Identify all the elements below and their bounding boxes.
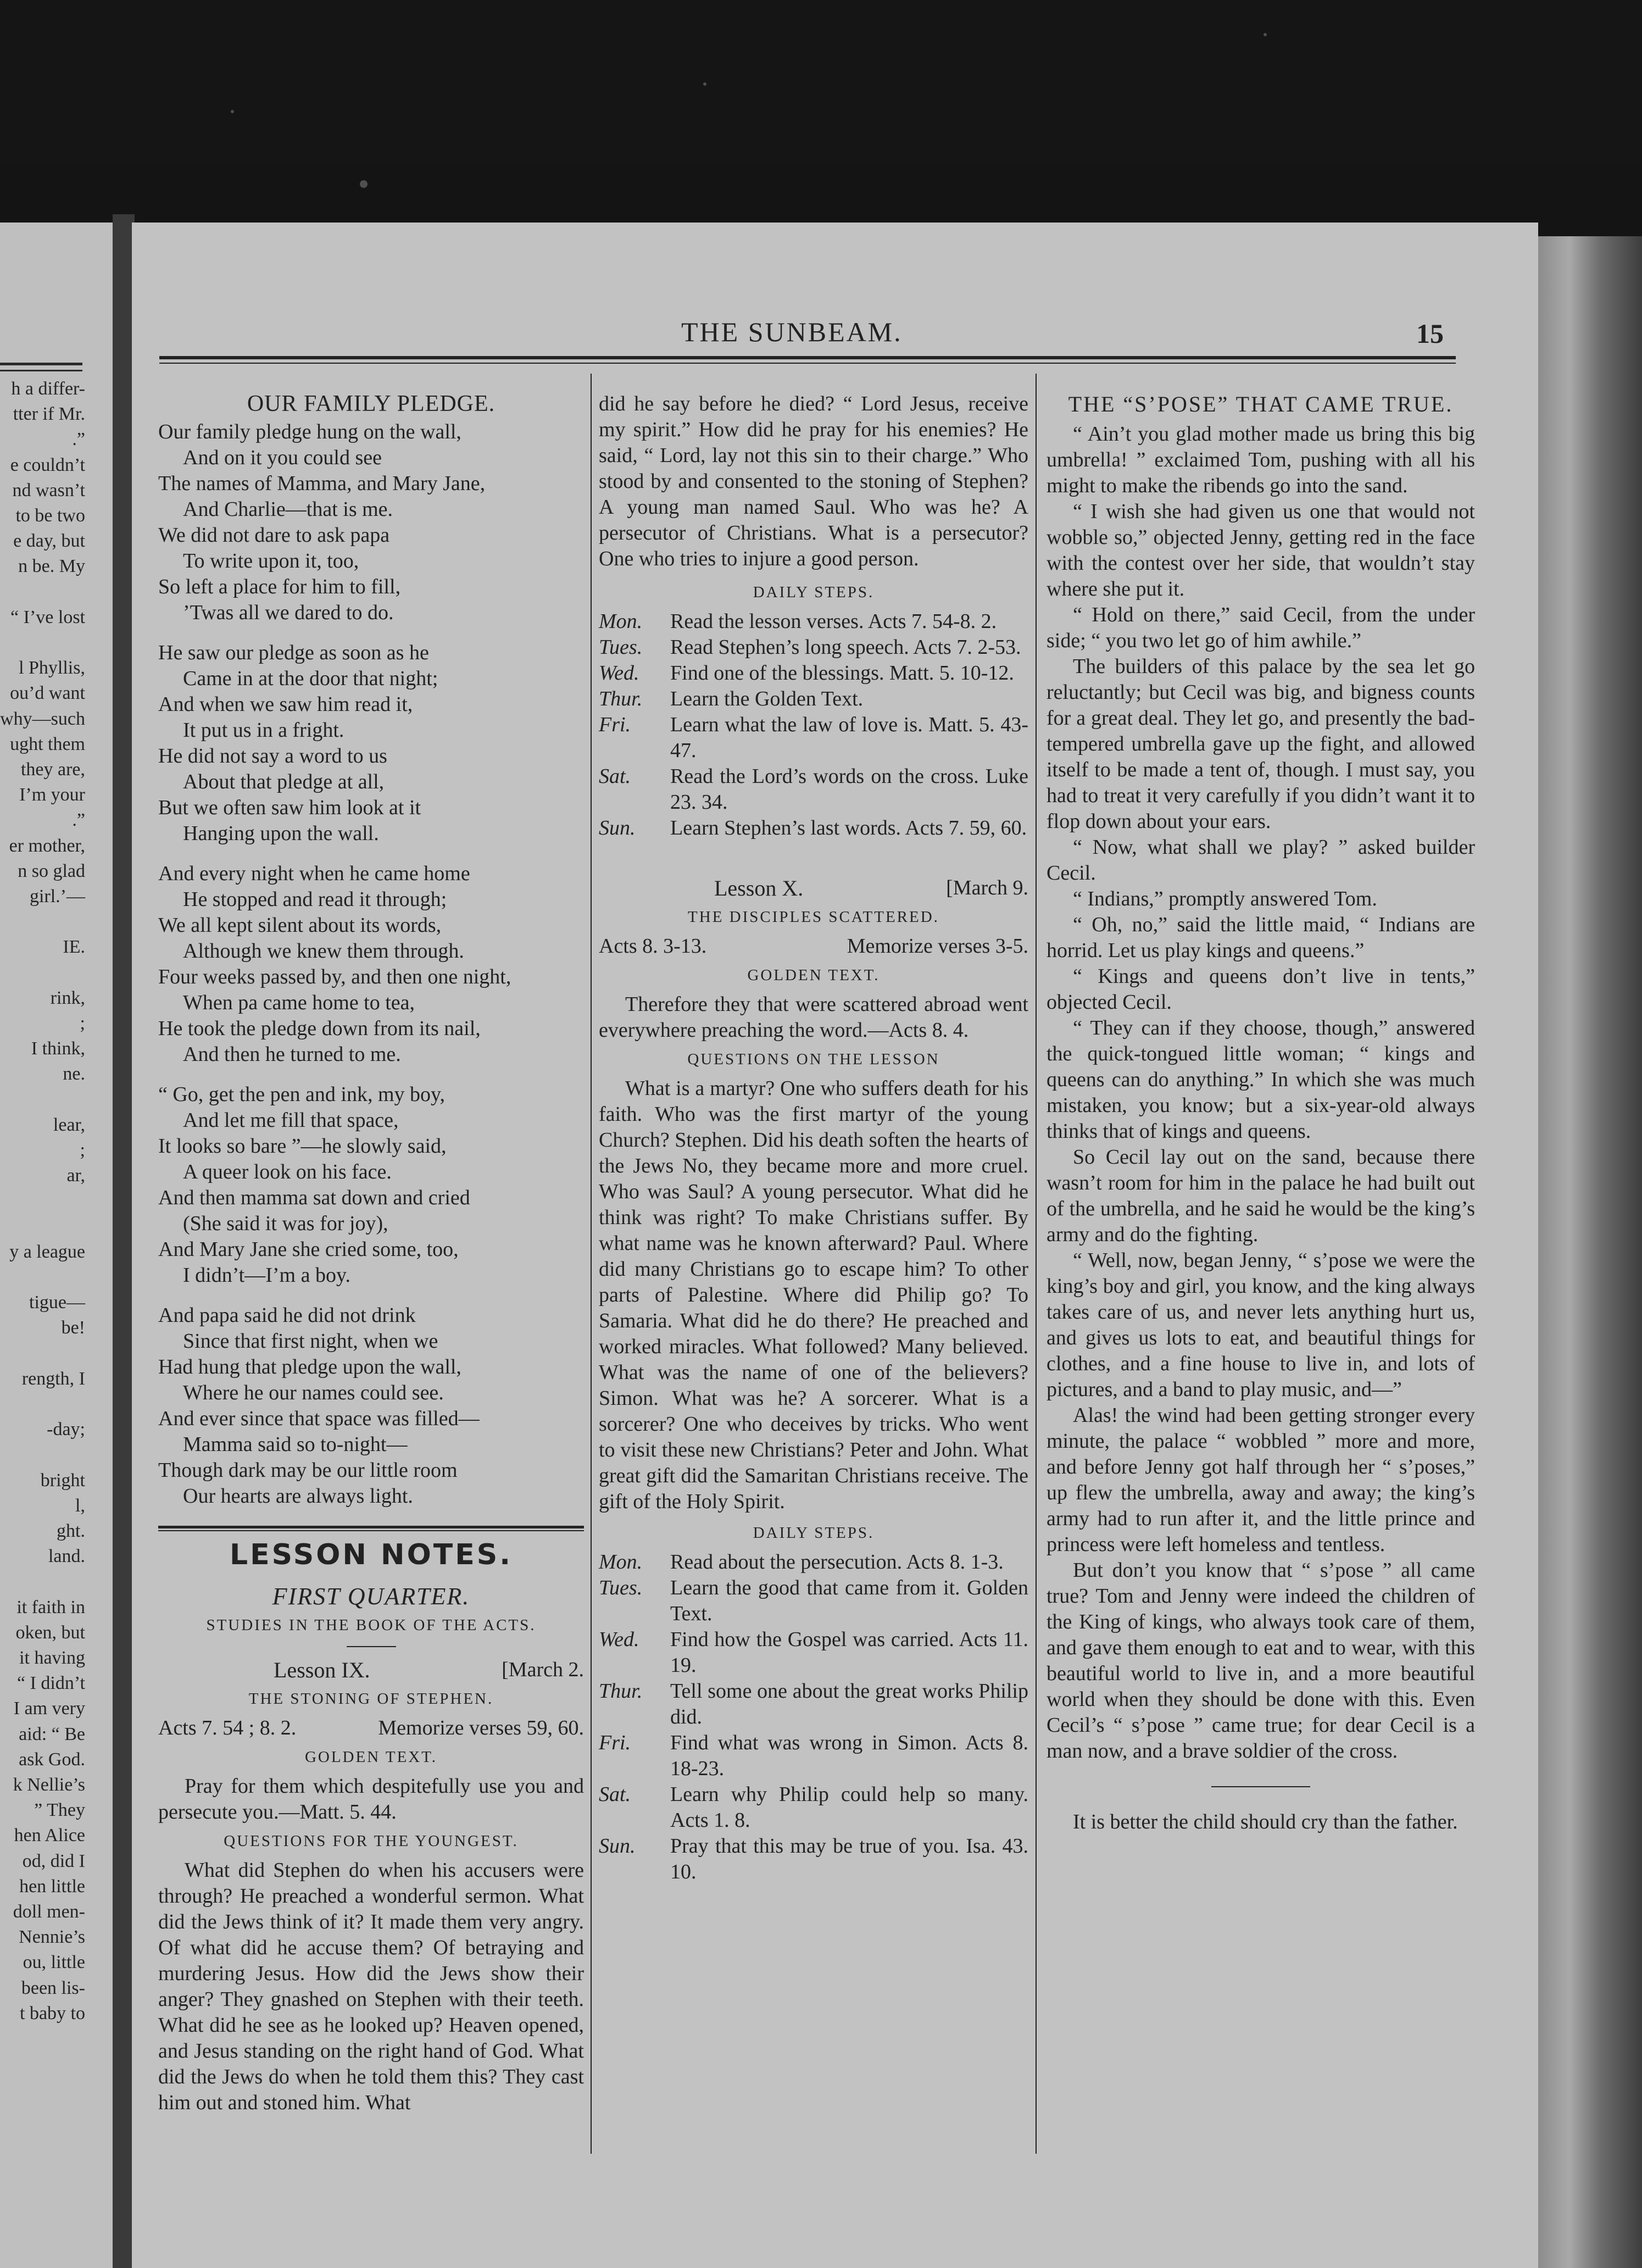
previous-page-line: ught them <box>10 733 85 754</box>
poem-line: It looks so bare ”—he slowly said, <box>158 1135 447 1158</box>
poem-line: Where he our names could see. <box>183 1381 444 1404</box>
previous-page-line: “ I’ve lost <box>10 607 85 627</box>
daily-step <box>599 660 1028 686</box>
lesson-10-line <box>599 875 1028 901</box>
previous-page-line: e couldn’t <box>10 454 85 475</box>
daily-step <box>599 1627 1028 1678</box>
daily-step-day: Tues. <box>599 636 643 659</box>
previous-page-line: IE. <box>63 937 85 958</box>
lesson-9-reference: Acts 7. 54 ; 8. 2. <box>158 1716 297 1739</box>
poem-line: Mamma said so to-night— <box>183 1433 408 1456</box>
lesson-9-questions-continued: did he say before he died? “ Lord Jesus, receive my spirit.” How did he pray for his enemies? He said, “ Lord, lay not this sin to their charge.” Who stood by and consented to the stoning of Stephen? A young man named Saul. Who was he? A persecutor of Christians. What is a persecutor? One who tries to injure a good person. <box>599 392 1028 570</box>
previous-page-line: why—such <box>0 708 85 729</box>
poem-line: “ Go, get the pen and ink, my boy, <box>158 1083 446 1106</box>
previous-page-line: ght. <box>57 1521 85 1541</box>
story-paragraph: “ Kings and queens don’t live in tents,” objected Cecil. <box>1047 965 1475 1014</box>
daily-step-text: Read the Lord’s words on the cross. Luke 23. 34. <box>670 765 1028 814</box>
lesson-9-reference-line <box>158 1715 584 1741</box>
previous-page-line: -day; <box>47 1419 85 1440</box>
poem-line: A queer look on his face. <box>183 1160 392 1183</box>
poem-line: And Mary Jane she cried some, too, <box>158 1238 459 1261</box>
lesson-9-title: THE STONING OF STEPHEN. <box>248 1690 494 1708</box>
column-right <box>1047 391 1475 1835</box>
poem-line: And ever since that space was filled— <box>158 1407 480 1430</box>
poem-line: And let me fill that space, <box>183 1109 399 1132</box>
poem-line: We all kept silent about its words, <box>158 914 442 937</box>
lesson-10-memorize: Memorize verses 3-5. <box>847 935 1028 958</box>
previous-page-line: tter if Mr. <box>13 404 85 425</box>
story-paragraph: “ Now, what shall we play? ” asked builder Cecil. <box>1047 836 1475 885</box>
daily-step-text: Pray that this may be true of you. Isa. 43. 10. <box>670 1835 1028 1883</box>
poem-line: Although we knew them through. <box>183 940 464 963</box>
lesson-10-reference-line <box>599 933 1028 959</box>
lesson-10-golden-text: Therefore they that were scattered abroad went everywhere preaching the word.—Acts 8. 4. <box>599 993 1028 1042</box>
poem-line: I didn’t—I’m a boy. <box>183 1264 351 1287</box>
daily-step-day: Sat. <box>599 765 631 788</box>
daily-step-day: Thur. <box>599 687 643 710</box>
previous-page-line: rength, I <box>21 1368 85 1389</box>
poem-line: ’Twas all we dared to do. <box>183 601 394 624</box>
page-number: 15 <box>1416 318 1444 349</box>
previous-page-line: l, <box>75 1495 85 1516</box>
header-rule-thin <box>159 363 1456 364</box>
column-divider <box>1036 374 1037 2154</box>
previous-page-line: hen Alice <box>14 1825 85 1846</box>
previous-page-line: ; <box>80 1013 85 1033</box>
previous-page-line: y a league <box>9 1241 85 1262</box>
short-rule <box>347 1646 396 1647</box>
daily-step-text: Read about the persecution. Acts 8. 1-3. <box>670 1550 1004 1574</box>
poem-line: Though dark may be our little room <box>158 1459 458 1482</box>
scan-background-top <box>0 0 1642 165</box>
previous-page-line: l Phyllis, <box>19 658 85 679</box>
previous-page-line: they are, <box>20 759 85 780</box>
lesson-9-golden-text: Pray for them which despitefully use you and persecute you.—Matt. 5. 44. <box>158 1775 584 1824</box>
daily-step <box>599 1549 1028 1575</box>
story-paragraph: The builders of this palace by the sea let go reluctantly; but Cecil was big, and bigness counts for a great deal. They let go, and presently the bad-tempered umbrella gave up the fight, and allowed itself to be made a tent of, though. I must say, you had to treat it very carefully if you didn’t want it to flop down about your ears. <box>1047 655 1475 833</box>
lesson-10-questions-label: QUESTIONS ON THE LESSON <box>687 1050 940 1068</box>
lesson-10-number: Lesson X. <box>714 876 804 900</box>
previous-page-line: girl.’— <box>29 886 85 907</box>
previous-page-line: .” <box>72 810 85 831</box>
poem-line: Our family pledge hung on the wall, <box>158 420 461 443</box>
poem-stanza <box>158 640 584 847</box>
daily-step <box>599 635 1028 660</box>
poem-stanza <box>158 1303 584 1509</box>
previous-page-line: h a differ- <box>11 379 85 399</box>
daily-step-day: Sun. <box>599 1835 636 1858</box>
previous-page-line: .” <box>72 429 85 450</box>
lesson-9-memorize: Memorize verses 59, 60. <box>378 1716 584 1739</box>
story-paragraph: Alas! the wind had been getting stronger every minute, the palace “ wobbled ” more and more, and before Jenny got half through her “ s’poses,” up flew the umbrella, away and away; the king’s army had to run after it, and the little prince and princess were left homeless and tentless. <box>1047 1404 1475 1556</box>
page-gutter <box>113 214 135 2268</box>
daily-step-text: Learn the Golden Text. <box>670 687 864 710</box>
daily-step-day: Wed. <box>599 1628 639 1651</box>
lesson-10-daily-steps <box>599 1549 1028 1885</box>
previous-page-line: rink, <box>50 987 85 1008</box>
daily-step <box>599 1575 1028 1627</box>
story-title: THE “S’POSE” THAT CAME TRUE. <box>1068 392 1454 416</box>
daily-step-day: Wed. <box>599 662 639 685</box>
studies-subheading: STUDIES IN THE BOOK OF THE ACTS. <box>206 1616 536 1634</box>
poem-line: So left a place for him to fill, <box>158 575 401 598</box>
closing-proverb: It is better the child should cry than the father. <box>1073 1810 1458 1833</box>
previous-page-line: I’m your <box>19 785 85 805</box>
poem-line: And on it you could see <box>183 446 382 469</box>
previous-page-line: bright <box>40 1470 85 1491</box>
lesson-9-number: Lesson IX. <box>274 1658 370 1682</box>
scan-speck <box>231 110 234 113</box>
daily-step-day: Mon. <box>599 1550 643 1574</box>
scan-speck <box>1263 33 1267 36</box>
previous-page-line: aid: “ Be <box>19 1724 85 1744</box>
story-paragraph: “ Oh, no,” said the little maid, “ Indians are horrid. Let us play kings and queens.” <box>1047 913 1475 962</box>
daily-step-text: Learn why Philip could help so many. Acts 1. 8. <box>670 1783 1028 1832</box>
previous-page-line: I am very <box>13 1698 85 1719</box>
previous-page-line: ou’d want <box>10 683 85 704</box>
lesson-9-date: [March 2. <box>502 1658 584 1681</box>
previous-page-line: ou, little <box>23 1952 85 1973</box>
lesson-9-steps-label: DAILY STEPS. <box>753 583 875 601</box>
daily-step <box>599 686 1028 712</box>
lesson-notes-heading: LESSON NOTES. <box>230 1538 513 1571</box>
daily-step-text: Read Stephen’s long speech. Acts 7. 2-53. <box>670 636 1021 659</box>
poem-line: Came in at the door that night; <box>183 667 438 690</box>
previous-page-line: ” They <box>34 1800 85 1821</box>
lesson-10-reference: Acts 8. 3-13. <box>599 935 707 958</box>
lesson-10-golden-label: GOLDEN TEXT. <box>747 966 880 984</box>
poem-line: And every night when he came home <box>158 862 470 885</box>
previous-page-line: ar, <box>66 1165 85 1186</box>
story-paragraph: But don’t you know that “ s’pose ” all came true? Tom and Jenny were indeed the children of the King of kings, who always took care of them, and gave them enough to eat and to wear, with this beautiful world to live in, and a more beautiful world when they should be done with this. Even Cecil’s “ s’pose ” came true; for dear Cecil is a man now, and a brave soldier of the cross. <box>1047 1559 1475 1763</box>
lesson-10-steps-label: DAILY STEPS. <box>753 1524 875 1542</box>
previous-page-line: er mother, <box>9 835 85 856</box>
previous-page-line: ; <box>80 1140 85 1160</box>
story-paragraph: “ Indians,” promptly answered Tom. <box>1073 887 1377 910</box>
previous-page-line: been lis- <box>21 1977 85 1998</box>
section-rule-thin <box>158 1530 584 1531</box>
daily-step <box>599 764 1028 815</box>
daily-step-text: Learn what the law of love is. Matt. 5. 43-47. <box>670 713 1028 762</box>
poem-line: He took the pledge down from its nail, <box>158 1017 481 1040</box>
daily-step-text: Find one of the blessings. Matt. 5. 10-12. <box>670 662 1014 685</box>
poem-line: He stopped and read it through; <box>183 888 447 911</box>
scan-speck <box>360 180 368 188</box>
daily-step-day: Tues. <box>599 1576 643 1599</box>
poem-line: Four weeks passed by, and then one night, <box>158 965 511 988</box>
previous-page-line: doll men- <box>13 1902 85 1922</box>
poem-line: And then mamma sat down and cried <box>158 1186 470 1209</box>
story-body <box>1047 421 1475 1764</box>
previous-page-line: to be two <box>15 505 85 526</box>
poem-line: Had hung that pledge upon the wall, <box>158 1355 461 1378</box>
daily-step <box>599 609 1028 635</box>
page-edge-stack <box>1538 236 1642 2268</box>
lesson-10-questions: What is a martyr? One who suffers death for his faith. Who was the first martyr of the young Church? Stephen. Did his death soften the hearts of the Jews No, they became more and more cruel. Who was Saul? A young persecutor. What did he think was right? To make Christians suffer. By what name was he known afterward? Paul. Where did many Christians go to escape him? To other parts of Palestine. Where did Philip go? To Samaria. What did he do there? He preached and worked miracles. What followed? Many believed. What was the name of one of the believers? Simon. What was he? A sorcerer. What is a sorcerer? One who deceives by tricks. Who went to visit these new Christians? Peter and John. What great gift did the Samaritan Christians receive. The gift of the Holy Spirit. <box>599 1077 1028 1513</box>
previous-page-line: e day, but <box>13 531 85 552</box>
daily-step-text: Tell some one about the great works Philip did. <box>670 1680 1028 1728</box>
previous-page-line: od, did I <box>22 1850 85 1871</box>
poem-line: When pa came home to tea, <box>183 991 415 1014</box>
running-header-title: THE SUNBEAM. <box>681 316 903 347</box>
poem-title: OUR FAMILY PLEDGE. <box>247 391 496 416</box>
daily-step-day: Fri. <box>599 1731 631 1754</box>
story-paragraph: “ Hold on there,” said Cecil, from the under side; “ you two let go of him awhile.” <box>1047 603 1475 652</box>
column-left <box>158 391 584 2116</box>
story-paragraph: “ Ain’t you glad mother made us bring this big umbrella! ” exclaimed Tom, pushing with all his might to make the ribends go into the sand. <box>1047 423 1475 497</box>
quarter-heading: FIRST QUARTER. <box>272 1583 470 1610</box>
previous-page-line: Nennie’s <box>19 1927 85 1948</box>
previous-page-line: hen little <box>19 1876 85 1897</box>
previous-page-line: “ I didn’t <box>16 1673 85 1694</box>
poem-line: We did not dare to ask papa <box>158 524 390 547</box>
story-end-rule <box>1211 1786 1310 1787</box>
poem-line: Hanging upon the wall. <box>183 822 379 845</box>
poem-stanza <box>158 419 584 626</box>
daily-step <box>599 1833 1028 1885</box>
poem-line: (She said it was for joy), <box>183 1212 388 1235</box>
daily-step-day: Sat. <box>599 1783 631 1806</box>
lesson-9-questions: What did Stephen do when his accusers were through? He preached a wonderful sermon. What did the Jews think of it? It made them very angry. Of what did he accuse them? Of betraying and murdering Jesus. How did the Jews show their anger? They gnashed on Stephen with their teeth. What did he see as he looked up? Heaven opened, and Jesus standing on the right hand of God. What did the Jews do when he told them this? They cast him out and stoned him. What <box>158 1859 584 2114</box>
poem-line: And Charlie—that is me. <box>183 498 393 521</box>
poem-line: Our hearts are always light. <box>183 1485 413 1508</box>
daily-step-text: Find what was wrong in Simon. Acts 8. 18-23. <box>670 1731 1028 1780</box>
poem-line: And when we saw him read it, <box>158 693 413 716</box>
previous-page-line: I think, <box>31 1038 85 1059</box>
daily-step <box>599 815 1028 841</box>
poem-line: Since that first night, when we <box>183 1330 438 1353</box>
daily-step-text: Learn the good that came from it. Golden Text. <box>670 1576 1028 1625</box>
poem-stanza <box>158 861 584 1068</box>
daily-step-day: Fri. <box>599 713 631 736</box>
story-paragraph: “ Well, now, began Jenny, “ s’pose we were the king’s boy and girl, you know, and the king always takes care of us, and never lets anything hurt us, and gives us lots to eat, and beautiful things for clothes, and a fine house to live in, and lots of pictures, and a band to play music, and—” <box>1047 1249 1475 1401</box>
lesson-9-questions-label: QUESTIONS FOR THE YOUNGEST. <box>224 1832 519 1850</box>
previous-page-line: t baby to <box>20 2003 85 2024</box>
daily-step-text: Find how the Gospel was carried. Acts 11. 19. <box>670 1628 1028 1677</box>
daily-step-text: Learn Stephen’s last words. Acts 7. 59, 60. <box>670 816 1027 840</box>
lesson-10-date: [March 9. <box>946 876 1028 899</box>
column-divider <box>591 374 592 2154</box>
lesson-9-golden-label: GOLDEN TEXT. <box>304 1748 438 1766</box>
story-paragraph: So Cecil lay out on the sand, because there wasn’t room for him in the palace he had built out of the umbrella, and he said he would be the king’s army and do the fighting. <box>1047 1146 1475 1246</box>
poem-line: He did not say a word to us <box>158 744 387 768</box>
previous-page-line: ask God. <box>19 1749 85 1770</box>
scan-speck <box>703 82 706 86</box>
previous-page-line: tigue— <box>29 1292 85 1313</box>
poem-line: The names of Mamma, and Mary Jane, <box>158 472 486 495</box>
poem-stanza <box>158 1082 584 1288</box>
previous-page-line: it having <box>19 1648 85 1668</box>
poem-line: About that pledge at all, <box>183 770 385 793</box>
previous-page-line: it faith in <box>16 1597 85 1617</box>
daily-step <box>599 712 1028 764</box>
daily-step-text: Read the lesson verses. Acts 7. 54-8. 2. <box>670 610 997 633</box>
previous-page-line: lear, <box>53 1114 85 1135</box>
poem-line: It put us in a fright. <box>183 719 344 742</box>
header-rule-thick <box>159 356 1456 359</box>
previous-page-line: nd wasn’t <box>12 480 85 501</box>
daily-step <box>599 1730 1028 1782</box>
previous-page-fragment <box>0 223 124 2268</box>
poem-line: He saw our pledge as soon as he <box>158 641 429 664</box>
previous-page-line: n so glad <box>18 860 85 881</box>
previous-page-line: be! <box>61 1318 85 1338</box>
column-middle <box>599 391 1028 1885</box>
lesson-10-title: THE DISCIPLES SCATTERED. <box>688 908 939 926</box>
previous-page-line: ne. <box>63 1064 85 1085</box>
lesson-9-line <box>158 1657 584 1683</box>
daily-step-day: Mon. <box>599 610 643 633</box>
daily-step <box>599 1782 1028 1833</box>
daily-step-day: Sun. <box>599 816 636 840</box>
previous-page-line: land. <box>48 1546 85 1567</box>
poem-line: And then he turned to me. <box>183 1043 401 1066</box>
poem-line: And papa said he did not drink <box>158 1304 416 1327</box>
poem-line: But we often saw him look at it <box>158 796 421 819</box>
story-paragraph: “ I wish she had given us one that would not wobble so,” objected Jenny, getting red in the face with the contest over her side, that wouldn’t stay where she put it. <box>1047 500 1475 601</box>
previous-page-line: k Nellie’s <box>13 1775 85 1795</box>
previous-page-rule <box>0 370 82 371</box>
story-paragraph: “ They can if they choose, though,” answered the quick-tongued little woman; “ kings and queens can do anything.” In which she was much mistaken, you know; but a six-year-old always thinks that of kings and queens. <box>1047 1016 1475 1143</box>
lesson-9-daily-steps <box>599 609 1028 841</box>
previous-page-line: n be. My <box>18 556 85 577</box>
poem-body <box>158 419 584 1509</box>
previous-page-line: oken, but <box>15 1622 85 1643</box>
poem-line: To write upon it, too, <box>183 549 359 572</box>
previous-page-rule <box>0 363 82 365</box>
section-rule-thick <box>158 1526 584 1528</box>
daily-step-day: Thur. <box>599 1680 643 1703</box>
daily-step <box>599 1678 1028 1730</box>
